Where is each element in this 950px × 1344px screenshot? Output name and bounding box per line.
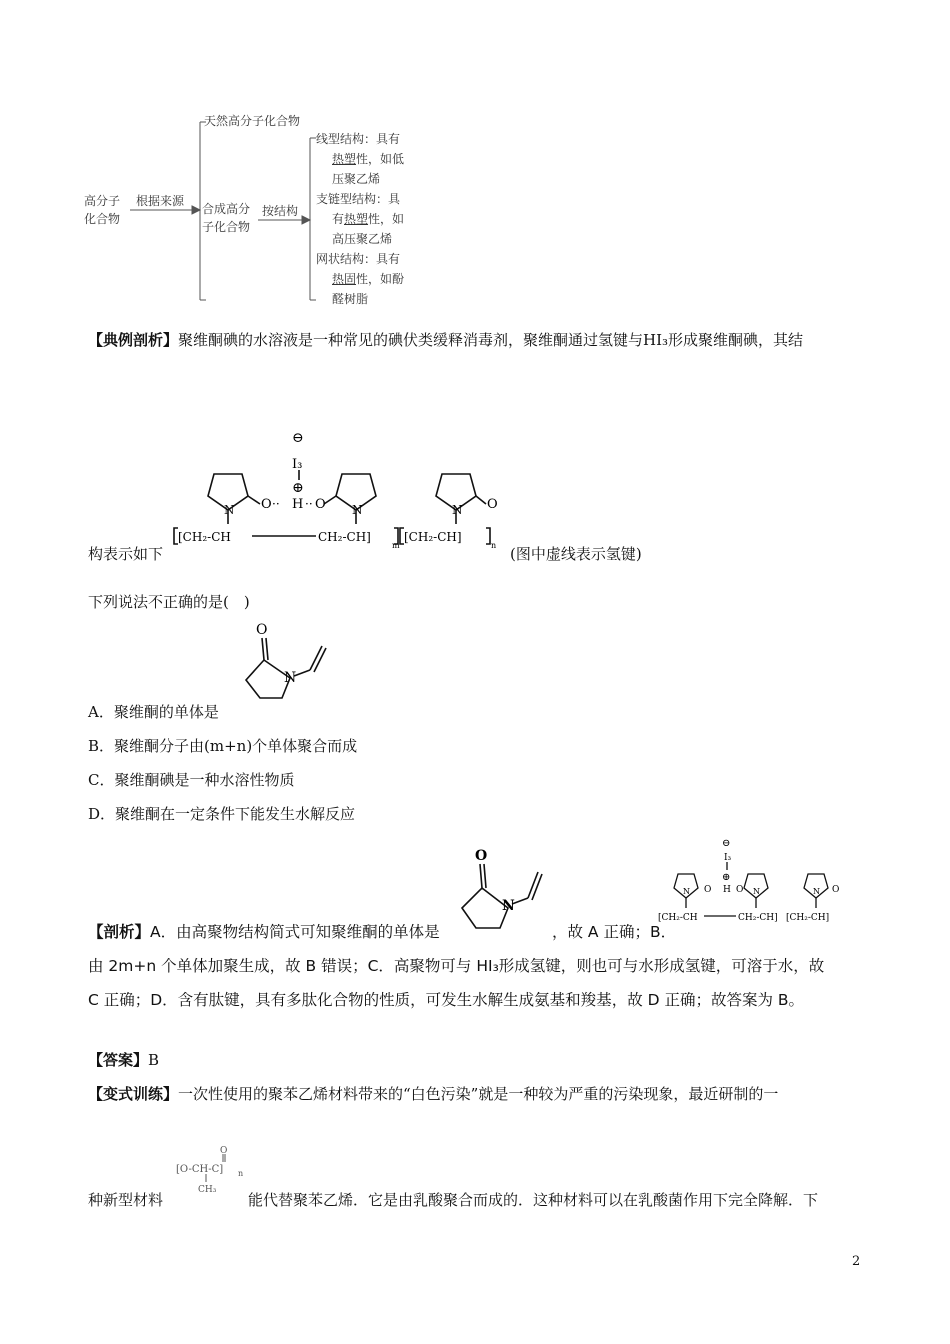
formula-chain-b: CH₂-CH]: [318, 530, 371, 544]
formula-hydrogen: H: [292, 497, 304, 512]
formula-o-left: O: [261, 497, 272, 512]
tree-linear-line1: 线型结构：具有: [316, 132, 401, 146]
analysis-monomer-o: O: [475, 848, 488, 864]
tree-root-line2: 化合物: [84, 212, 121, 226]
example-paragraph: [88, 330, 803, 350]
monomer-structure-option-a: [228, 618, 336, 714]
tree-branched-line1: 支链型结构：具: [316, 192, 401, 206]
tree-network-line1: 网状结构：具有: [316, 252, 401, 266]
formula-n-1: N: [224, 503, 235, 517]
analysis-minus-charge: ⊖: [722, 838, 731, 849]
tree-linear-line2: 热塑性，如低: [332, 152, 405, 166]
analysis-chain-c: [CH₂-CH]: [786, 913, 830, 923]
example-text: 聚维酮碘的水溶液是一种常见的碘伏类缓释消毒剂，聚维酮通过氢键与HI₃形成聚维酮碘，其结: [178, 331, 804, 349]
tree-edge-by-source: 根据来源: [136, 194, 185, 208]
analysis-line-1-tail: ，故 A 正确；B．: [552, 923, 677, 941]
formula-iodine: I₃: [292, 457, 303, 472]
svg-text:··: ··: [305, 497, 313, 511]
analysis-polymer-structure: [656, 836, 846, 926]
tree-branched-line2: 有热塑性，如: [332, 212, 405, 226]
option-a: A．聚维酮的单体是: [88, 703, 219, 721]
answer-label: 【答案】: [88, 1051, 149, 1069]
tree-root-line1: 高分子: [84, 194, 121, 208]
analysis-line-2: 由 2m+n 个单体加聚生成，故 B 错误；C．高聚物可与 HI₃形成氢键，则也可与水形成氢键，可溶于水，故: [88, 957, 825, 975]
formula-chain-c: [CH₂-CH]: [404, 530, 462, 544]
structure-prefix: 构表示如下: [88, 545, 164, 563]
tree-network-line2: 热固性，如酚: [332, 272, 405, 286]
formula-subscript-m: m: [392, 541, 400, 550]
formula-plus-charge: ⊕: [292, 480, 304, 496]
variant-line-2a: 种新型材料: [88, 1191, 164, 1209]
analysis-monomer-structure: [452, 846, 550, 942]
formula-n-2: N: [352, 503, 363, 517]
polylactic-acid-structure: [176, 1144, 252, 1200]
tree-linear-line3: 压聚乙烯: [332, 172, 381, 186]
analysis-o-right: O: [832, 885, 840, 895]
formula-minus-charge: ⊖: [292, 430, 304, 446]
pla-chain: [O-CH-C]: [176, 1164, 224, 1175]
analysis-line-1: 【剖析】A．由高聚物结构简式可知聚维酮的单体是: [88, 923, 440, 941]
pla-carbonyl-o: O: [220, 1146, 228, 1156]
tree-network-line3: 醛树脂: [332, 292, 369, 306]
option-b: B．聚维酮分子由(m+n)个单体聚合而成: [88, 737, 358, 755]
formula-chain-a: [CH₂-CH: [178, 530, 231, 544]
formula-o-middle: O: [315, 497, 326, 512]
variant-text: 一次性使用的聚苯乙烯材料带来的“白色污染”就是一种较为严重的污染现象，最近研制的一: [178, 1085, 779, 1103]
monomer-o: O: [256, 622, 268, 638]
analysis-n-2: N: [753, 887, 760, 896]
tree-branch-natural: 天然高分子化合物: [204, 114, 301, 128]
formula-subscript-n: n: [491, 541, 497, 550]
pla-methyl: CH₃: [198, 1185, 217, 1195]
svg-text:··: ··: [272, 497, 280, 511]
option-c: C．聚维酮碘是一种水溶性物质: [88, 771, 295, 789]
analysis-monomer-n: N: [502, 898, 515, 914]
formula-o-right: O: [487, 497, 498, 512]
question-text: 下列说法不正确的是( ): [88, 593, 250, 611]
example-label: 【典例剖析】: [88, 331, 179, 349]
pla-subscript-n: n: [238, 1169, 244, 1178]
analysis-n-3: N: [813, 887, 820, 896]
analysis-o-middle: O: [736, 885, 744, 895]
option-d: D．聚维酮在一定条件下能发生水解反应: [88, 805, 356, 823]
formula-n-3: N: [452, 503, 463, 517]
analysis-hydrogen: H: [723, 885, 731, 895]
analysis-plus-charge: ⊕: [722, 872, 731, 883]
variant-line-2b: 能代替聚苯乙烯．它是由乳酸聚合而成的．这种材料可以在乳酸菌作用下完全降解．下: [248, 1191, 819, 1209]
answer-line: [88, 1050, 159, 1070]
analysis-line-3: C 正确；D．含有肽键，具有多肽化合物的性质，可发生水解生成氨基和羧基，故 D 正确；故答案为 B。: [88, 991, 805, 1009]
page-number: 2: [852, 1254, 861, 1269]
structure-note: (图中虚线表示氢键): [510, 545, 642, 563]
tree-branched-line3: 高压聚乙烯: [332, 232, 393, 246]
variant-paragraph: [88, 1084, 778, 1104]
tree-edge-by-structure: 按结构: [262, 204, 299, 218]
answer-value: B: [148, 1051, 160, 1069]
analysis-o-left: O: [704, 885, 712, 895]
tree-branch-synthetic-line1: 合成高分: [202, 202, 251, 216]
variant-label: 【变式训练】: [88, 1085, 179, 1103]
analysis-chain-a: [CH₂-CH: [658, 913, 698, 923]
analysis-iodine: I₃: [724, 853, 732, 863]
analysis-n-1: N: [683, 887, 690, 896]
monomer-n: N: [284, 670, 297, 686]
analysis-label: 【剖析】: [88, 923, 151, 941]
tree-branch-synthetic-line2: 子化合物: [202, 220, 251, 234]
analysis-chain-b: CH₂-CH]: [738, 913, 778, 923]
povidone-iodine-structure: [168, 430, 508, 550]
